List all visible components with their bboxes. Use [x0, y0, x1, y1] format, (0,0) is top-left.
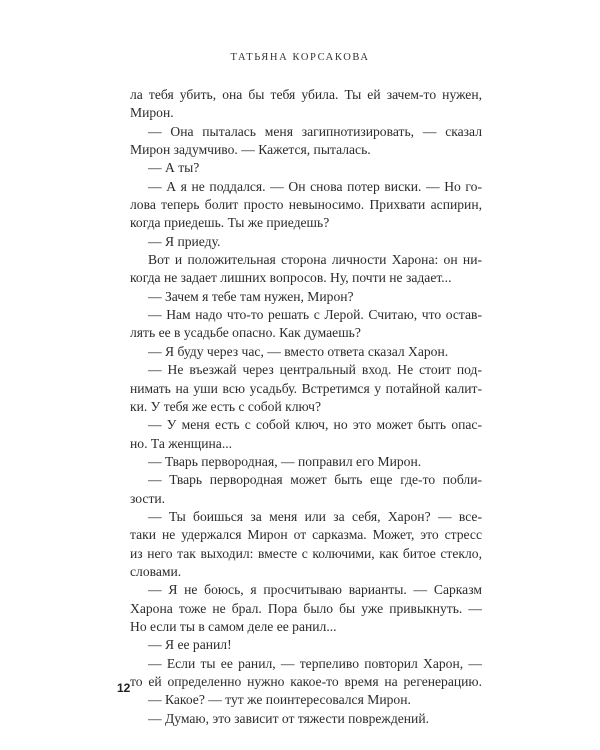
text-line: — Тварь первородная может быть еще где-то побли-	[148, 472, 482, 488]
body-text	[130, 86, 482, 728]
text-line: Мирон.	[130, 105, 174, 121]
text-line: — Нам надо что-то решать с Лерой. Считаю, что остав-	[148, 307, 482, 323]
text-line: — Думаю, это зависит от тяжести повреждений.	[148, 710, 430, 726]
text-line: из него так выходил: вместе с колючими, как битое стекло,	[130, 545, 482, 561]
text-line: — А я не поддался. — Он снова потер виски. — Но го-	[148, 178, 482, 194]
running-head: ТАТЬЯНА КОРСАКОВА	[230, 52, 370, 63]
text-line: Мирон задумчиво. — Кажется, пыталась.	[130, 142, 371, 158]
text-line: — Если ты ее ранил, — терпеливо повторил Харон, —	[148, 655, 482, 671]
text-line: лять ее в усадьбе опасно. Как думаешь?	[130, 325, 361, 341]
text-line: ла тебя убить, она бы тебя убила. Ты ей зачем-то нужен,	[130, 87, 482, 102]
text-line: — Я не боюсь, я просчитываю варианты. — Сарказм	[148, 582, 482, 598]
text-line: но. Та женщина...	[130, 435, 233, 451]
text-line: ки. У тебя же есть с собой ключ?	[130, 398, 322, 414]
text-line: — Ты боишься за меня или за себя, Харон? — все-	[148, 508, 482, 524]
text-line: словами.	[130, 563, 182, 579]
text-line: таки не удержался Мирон от сарказма. Может, это стресс	[130, 527, 482, 543]
text-line: Вот и положительная сторона личности Харона: он ни-	[148, 252, 482, 268]
text-line: — Зачем я тебе там нужен, Мирон?	[148, 288, 354, 304]
text-line: зости.	[130, 490, 166, 506]
text-line: Но если ты в самом деле ее ранил...	[130, 618, 337, 634]
text-line: — Я приеду.	[148, 233, 221, 249]
text-line: — Какое? — тут же поинтересовался Мирон.	[148, 692, 411, 708]
text-line: — Я буду через час, — вместо ответа сказал Харон.	[148, 343, 449, 359]
text-line: — Не въезжай через центральный вход. Не стоит под-	[148, 362, 482, 378]
text-line: когда приедешь. Ты же приедешь?	[130, 215, 330, 231]
text-line: — Я ее ранил!	[148, 637, 232, 653]
text-line: то ей определенно нужно какое-то время на регенерацию.	[130, 674, 482, 689]
text-line: — Она пыталась меня загипнотизировать, — сказал	[148, 123, 482, 139]
text-line: — А ты?	[148, 160, 200, 176]
text-line: — Тварь первородная, — поправил его Мирон.	[148, 453, 422, 469]
text-line: Харона тоже не брал. Пора было бы уже привыкнуть. —	[130, 600, 482, 616]
text-line: нимать на уши всю усадьбу. Встретимся у потайной калит-	[130, 380, 482, 396]
text-line: — У меня есть с собой ключ, но это может быть опас-	[148, 417, 482, 433]
text-line: когда не задает лишних вопросов. Ну, почти не задает...	[130, 270, 452, 286]
text-line: лова теперь болит просто невыносимо. Прихвати аспирин,	[130, 197, 482, 213]
page-number: 12	[117, 681, 131, 695]
